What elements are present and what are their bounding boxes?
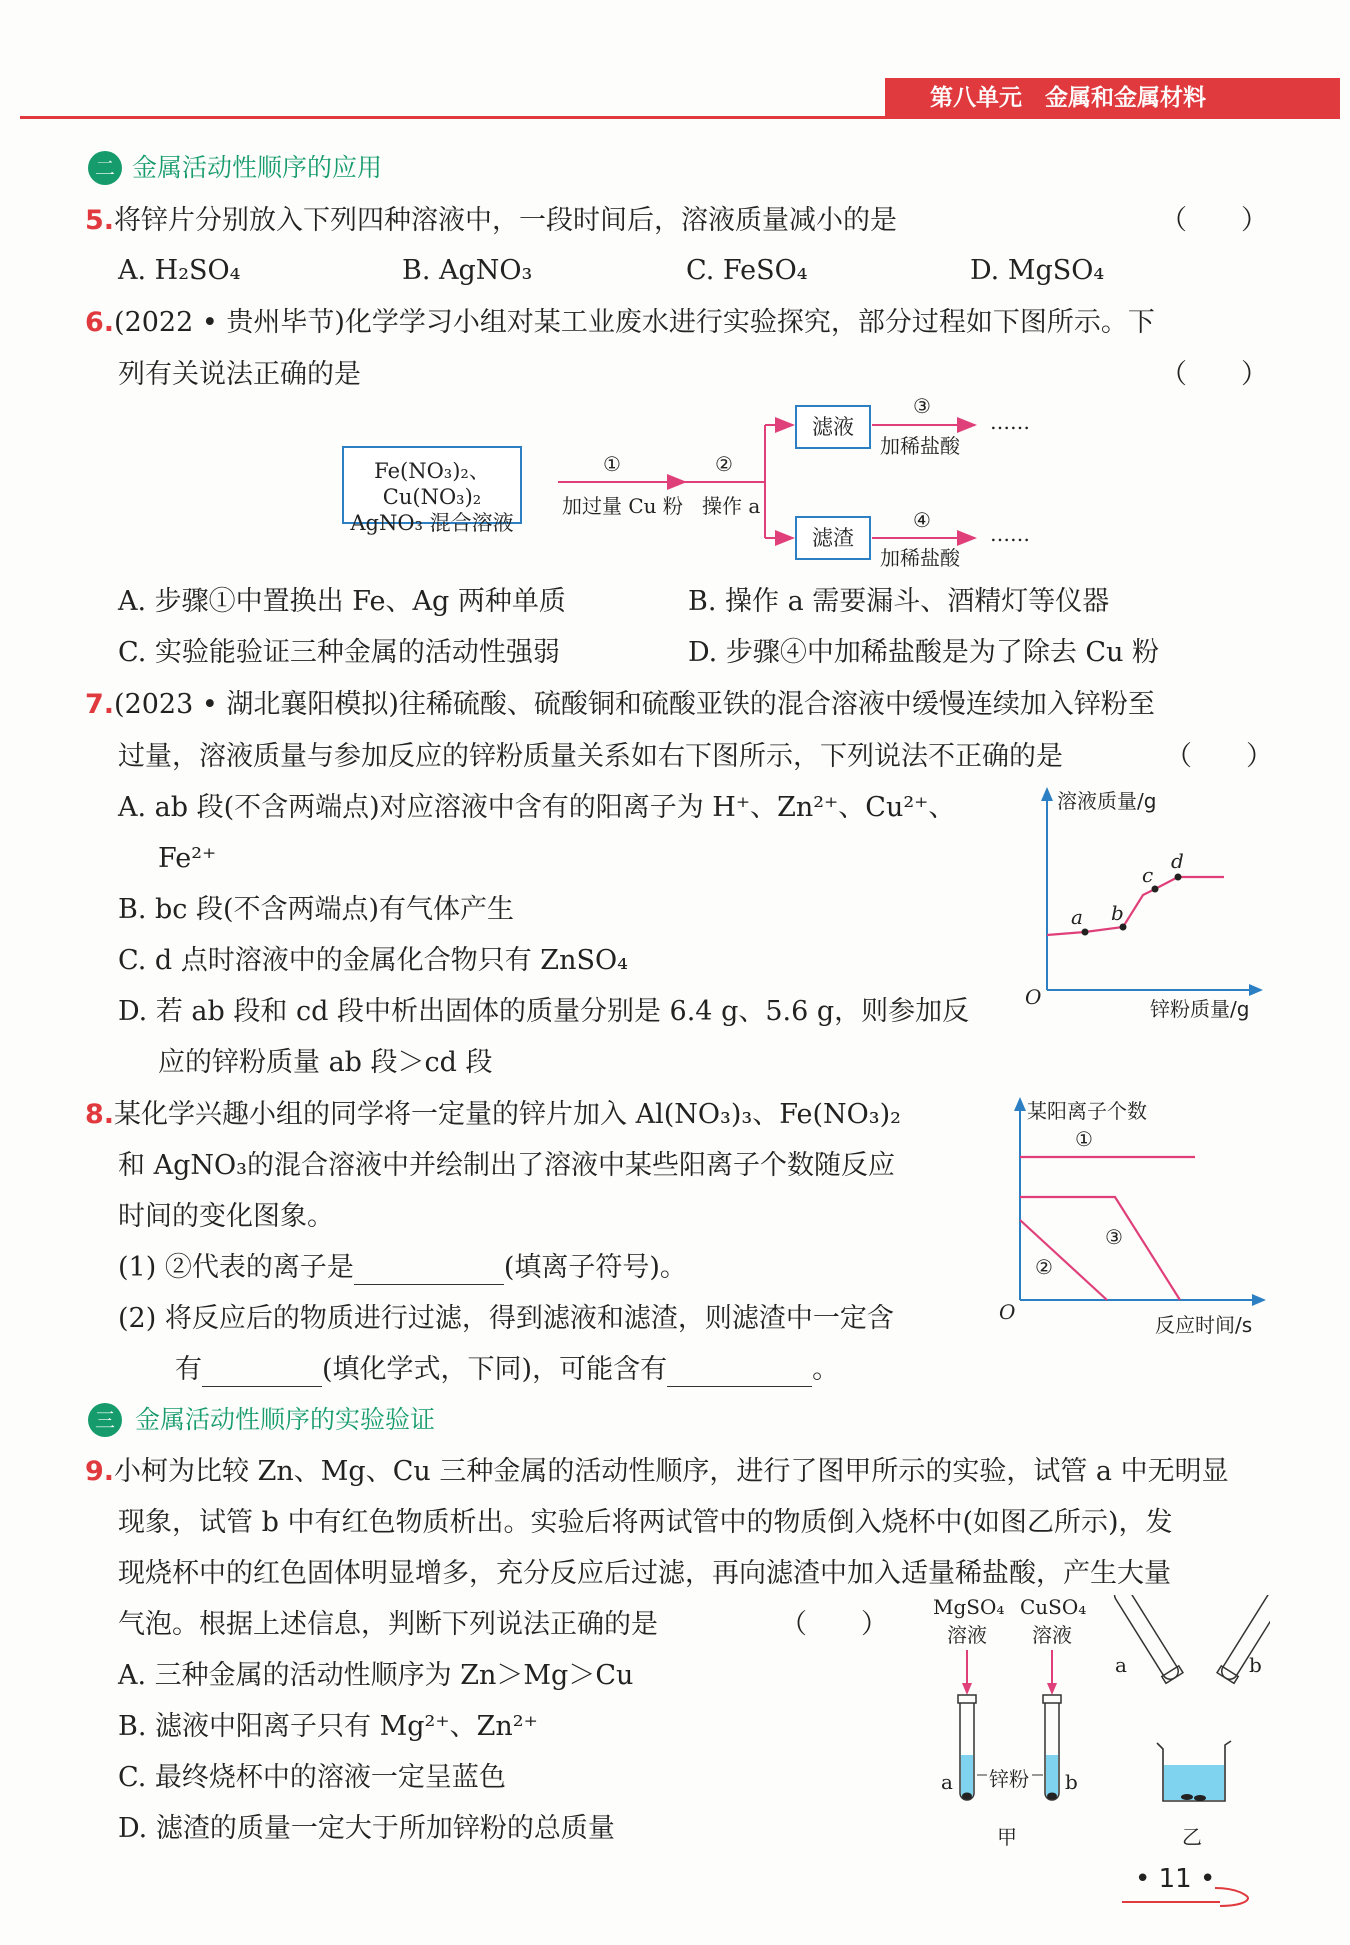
residue-box: 滤渣 (795, 516, 871, 560)
graph-axes (1005, 1095, 1270, 1335)
question-number: 6. (85, 307, 115, 338)
solution-label: 溶液 (1032, 1623, 1072, 1647)
question-text: 小柯为比较 Zn、Mg、Cu 三种金属的活动性顺序，进行了图甲所示的实验，试管 a 中无明显 (114, 1456, 1229, 1487)
line-3 (1020, 1197, 1180, 1300)
point-d-label: d (1171, 849, 1184, 873)
header-rule (20, 116, 1340, 119)
question-9-stem-cont: 气泡。根据上述信息，判断下列说法正确的是 (118, 1609, 658, 1640)
tilted-tube-b-label: b (1249, 1653, 1262, 1677)
sub-question-text: (填化学式，下同)，可能含有 (322, 1354, 668, 1385)
sub-question-text: 有 (175, 1354, 202, 1385)
section-title: 金属活动性顺序的应用 (132, 153, 383, 182)
point-b-label: b (1111, 901, 1124, 925)
question-6-stem-cont: 列有关说法正确的是 (118, 359, 361, 390)
sub-question-text: 。 (812, 1354, 840, 1385)
option-c: C. 最终烧杯中的溶液一定呈蓝色 (118, 1762, 506, 1793)
figure-jia-caption: 甲 (997, 1825, 1017, 1849)
cation-count-graph (999, 1095, 1270, 1337)
page-number: • 11 • (1135, 1864, 1216, 1894)
solution-label-line1: Fe(NO₃)₂、Cu(NO₃)₂ (374, 459, 490, 509)
option-a: A. ab 段(不含两端点)对应溶液中含有的阳离子为 H⁺、Zn²⁺、Cu²⁺、 (118, 792, 956, 823)
question-8-stem (85, 1098, 901, 1132)
solution-label: 溶液 (947, 1623, 987, 1647)
question-7-stem (85, 688, 1155, 722)
line-1-label: ① (1075, 1127, 1093, 1151)
step-4-label: 加稀盐酸 (880, 546, 960, 570)
option-a: A. 三种金属的活动性顺序为 Zn＞Mg＞Cu (118, 1660, 634, 1691)
question-6-stem (85, 306, 1155, 340)
option-b: B. 操作 a 需要漏斗、酒精灯等仪器 (688, 586, 1110, 617)
answer-blank-1[interactable] (354, 1254, 504, 1285)
question-8-stem-cont: 和 AgNO₃的混合溶液中并绘制出了溶液中某些阳离子个数随反应 (118, 1150, 895, 1181)
option-d: D. MgSO₄ (970, 255, 1105, 286)
line-2 (1020, 1220, 1107, 1300)
question-5-stem (85, 204, 897, 238)
origin-label: O (1025, 985, 1042, 1009)
y-axis-label: 溶液质量/g (1057, 789, 1157, 813)
page-number-underline (1120, 1880, 1255, 1910)
sub-question-text: (1) ②代表的离子是 (118, 1252, 354, 1283)
question-9-stem (85, 1455, 1229, 1489)
question-9-stem-cont: 现烧杯中的红色固体明显增多，充分反应后过滤，再向滤渣中加入适量稀盐酸，产生大量 (118, 1558, 1171, 1589)
line-3-label: ③ (1105, 1225, 1123, 1249)
answer-paren: （ ） (1160, 205, 1268, 236)
option-c: C. 实验能验证三种金属的活动性强弱 (118, 637, 560, 668)
question-8-stem-cont: 时间的变化图象。 (118, 1201, 334, 1232)
section-title: 金属活动性顺序的实验验证 (135, 1405, 436, 1434)
option-d: D. 步骤④中加稀盐酸是为了除去 Cu 粉 (688, 637, 1160, 668)
mixed-solution-box (342, 446, 522, 535)
origin-label: O (999, 1300, 1016, 1324)
x-axis-label: 锌粉质量/g (1150, 997, 1250, 1021)
option-b: B. AgNO₃ (402, 255, 533, 286)
ellipsis: …… (990, 410, 1030, 434)
step-4-marker: ④ (913, 508, 931, 532)
answer-blank-3[interactable] (667, 1356, 812, 1387)
question-7-stem-cont: 过量，溶液质量与参加反应的锌粉质量关系如右下图所示，下列说法不正确的是 (118, 741, 1063, 772)
sub-question-2: (2) 将反应后的物质进行过滤，得到滤液和滤渣，则滤渣中一定含 (118, 1303, 894, 1334)
y-axis-label: 某阳离子个数 (1027, 1099, 1147, 1123)
section-badge: 二 (88, 151, 122, 185)
solution-mass-graph (1025, 785, 1265, 1025)
question-number: 5. (85, 205, 115, 236)
step-1-marker: ① (603, 452, 621, 476)
sub-question-text: (填离子符号)。 (503, 1252, 687, 1283)
figure-yi-caption: 乙 (1182, 1825, 1202, 1849)
option-d: D. 若 ab 段和 cd 段中析出固体的质量分别是 6.4 g、5.6 g，则参加反 (118, 996, 970, 1027)
tube-b-label: b (1065, 1770, 1078, 1794)
solution-label-line2: AgNO₃ 混合溶液 (350, 511, 514, 535)
question-text: 将锌片分别放入下列四种溶液中，一段时间后，溶液质量减小的是 (114, 205, 898, 236)
filtrate-box: 滤液 (795, 405, 871, 449)
tilted-tube-a-label: a (1115, 1653, 1127, 1677)
option-a-cont: Fe²⁺ (158, 843, 217, 874)
tube-a-label: a (941, 1770, 953, 1794)
chapter-header: 第八单元 金属和金属材料 (885, 78, 1340, 118)
option-d-cont: 应的锌粉质量 ab 段＞cd 段 (158, 1047, 493, 1078)
question-number: 8. (85, 1099, 115, 1130)
option-b: B. bc 段(不含两端点)有气体产生 (118, 894, 515, 925)
sub-question-2-cont (175, 1353, 839, 1387)
option-a: A. 步骤①中置换出 Fe、Ag 两种单质 (118, 586, 566, 617)
question-number: 9. (85, 1456, 115, 1487)
flow-diagram (340, 394, 1040, 570)
zinc-powder-label: 锌粉 (989, 1767, 1029, 1791)
question-9-stem-cont: 现象，试管 b 中有红色物质析出。实验后将两试管中的物质倒入烧杯中(如图乙所示)，发 (118, 1507, 1173, 1538)
line-2-label: ② (1035, 1255, 1053, 1279)
option-c: C. FeSO₄ (686, 255, 808, 286)
option-c: C. d 点时溶液中的金属化合物只有 ZnSO₄ (118, 945, 628, 976)
step-2-label: 操作 a (702, 494, 761, 518)
question-number: 7. (85, 689, 115, 720)
test-tube-figure (925, 1595, 1270, 1855)
option-a: A. H₂SO₄ (118, 255, 241, 286)
option-b: B. 滤液中阳离子只有 Mg²⁺、Zn²⁺ (118, 1711, 538, 1742)
answer-blank-2[interactable] (202, 1356, 322, 1387)
x-axis-label: 反应时间/s (1155, 1313, 1253, 1337)
step-3-label: 加稀盐酸 (880, 434, 960, 458)
answer-paren: （ ） (1160, 359, 1268, 390)
step-2-marker: ② (715, 452, 733, 476)
question-text: (2023 • 湖北襄阳模拟)往稀硫酸、硫酸铜和硫酸亚铁的混合溶液中缓慢连续加入锌粉至 (114, 689, 1155, 720)
point-c-label: c (1142, 863, 1154, 887)
ellipsis: …… (990, 522, 1030, 546)
graph-axes (1025, 785, 1265, 1025)
answer-paren: （ ） (780, 1609, 888, 1640)
point-a-label: a (1071, 905, 1083, 929)
option-d: D. 滤渣的质量一定大于所加锌粉的总质量 (118, 1813, 615, 1844)
question-text: (2022 • 贵州毕节)化学学习小组对某工业废水进行实验探究，部分过程如下图所示。下 (114, 307, 1155, 338)
sub-question-1 (118, 1251, 687, 1285)
step-3-marker: ③ (913, 394, 931, 418)
step-1-label: 加过量 Cu 粉 (562, 494, 683, 518)
cuso4-label: CuSO₄ (1020, 1595, 1087, 1619)
answer-paren: （ ） (1165, 741, 1273, 772)
question-text: 某化学兴趣小组的同学将一定量的锌片加入 Al(NO₃)₃、Fe(NO₃)₂ (114, 1099, 901, 1130)
section-badge: 三 (88, 1403, 122, 1437)
mgso4-label: MgSO₄ (933, 1595, 1005, 1619)
